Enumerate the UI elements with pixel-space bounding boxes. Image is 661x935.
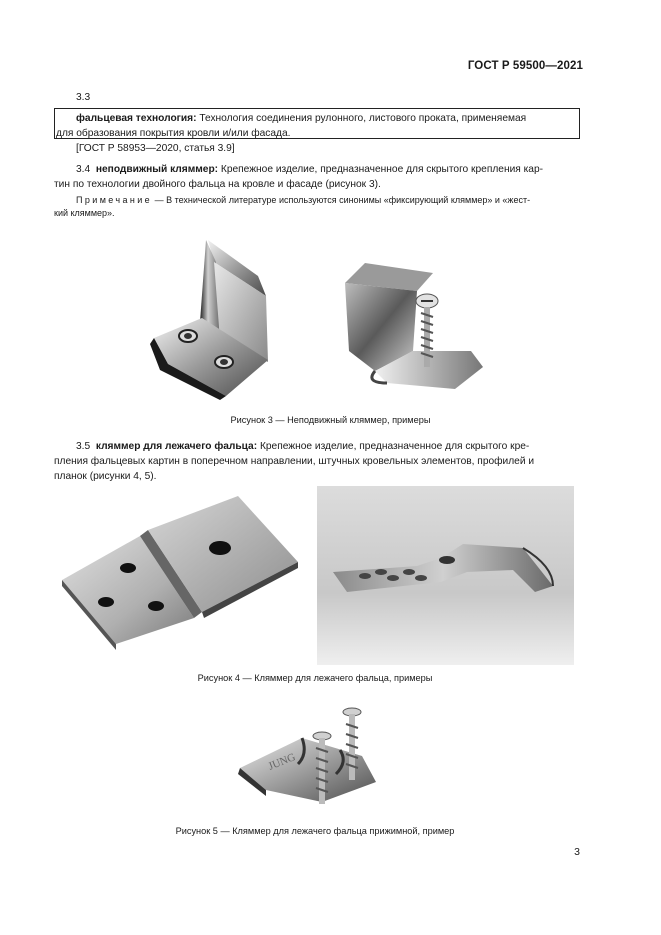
figure-4-photo [317, 486, 574, 665]
clause-3-3-source: [ГОСТ Р 58953—2020, статья 3.9] [76, 143, 235, 154]
clause-3-4 [54, 162, 580, 192]
figure-5-caption: Рисунок 5 — Кляммер для лежачего фальца прижимной, пример [175, 826, 455, 836]
figure-4-clip-left [62, 494, 302, 654]
note-text-1: — В технической литературе используются синонимы «фиксирующий кляммер» и «жест- [152, 195, 531, 205]
figure-3-clip-left [150, 232, 300, 404]
clause-3-3-definition [56, 111, 578, 141]
clause-3-3-text-2: для образования покрытия кровли и/или фасада. [56, 128, 291, 139]
clause-3-5-text-3: планок (рисунки 4, 5). [54, 471, 157, 482]
clause-3-4-term: неподвижный кляммер: [95, 164, 219, 175]
page-number: 3 [574, 846, 580, 858]
clause-3-4-number: 3.4 [76, 164, 91, 175]
note-label: Примечание [76, 195, 153, 205]
clause-3-3-text-1: Технология соединения рулонного, листового проката, применяемая [196, 113, 527, 124]
clause-3-5 [54, 439, 580, 484]
clause-3-5-number: 3.5 [76, 441, 91, 452]
clause-3-5-text-1: Крепежное изделие, предназначенное для скрытого кре- [257, 441, 530, 452]
figure-3-caption: Рисунок 3 — Неподвижный кляммер, примеры [230, 415, 431, 425]
figure-5-clip [236, 698, 386, 810]
figure-3-clip-right [335, 255, 485, 405]
standard-designation: ГОСТ Р 59500—2021 [467, 60, 583, 72]
clause-3-3-term: фальцевая технология: [76, 113, 197, 124]
figure-4-caption: Рисунок 4 — Кляммер для лежачего фальца, примеры [197, 673, 433, 683]
jung-stamp: JUNG [266, 751, 298, 773]
clause-3-3-number: 3.3 [76, 92, 91, 103]
clause-3-5-text-2: пления фальцевых картин в поперечном направлении, штучных кровельных элементов, профилей и [54, 456, 535, 467]
note [54, 194, 580, 220]
clause-3-4-text-2: тин по технологии двойного фальца на кровле и фасаде (рисунок 3). [54, 179, 381, 190]
clause-3-4-text-1: Крепежное изделие, предназначенное для скрытого крепления кар- [218, 164, 544, 175]
note-text-2: кий кляммер». [54, 208, 115, 218]
clause-3-5-term: кляммер для лежачего фальца: [95, 441, 258, 452]
